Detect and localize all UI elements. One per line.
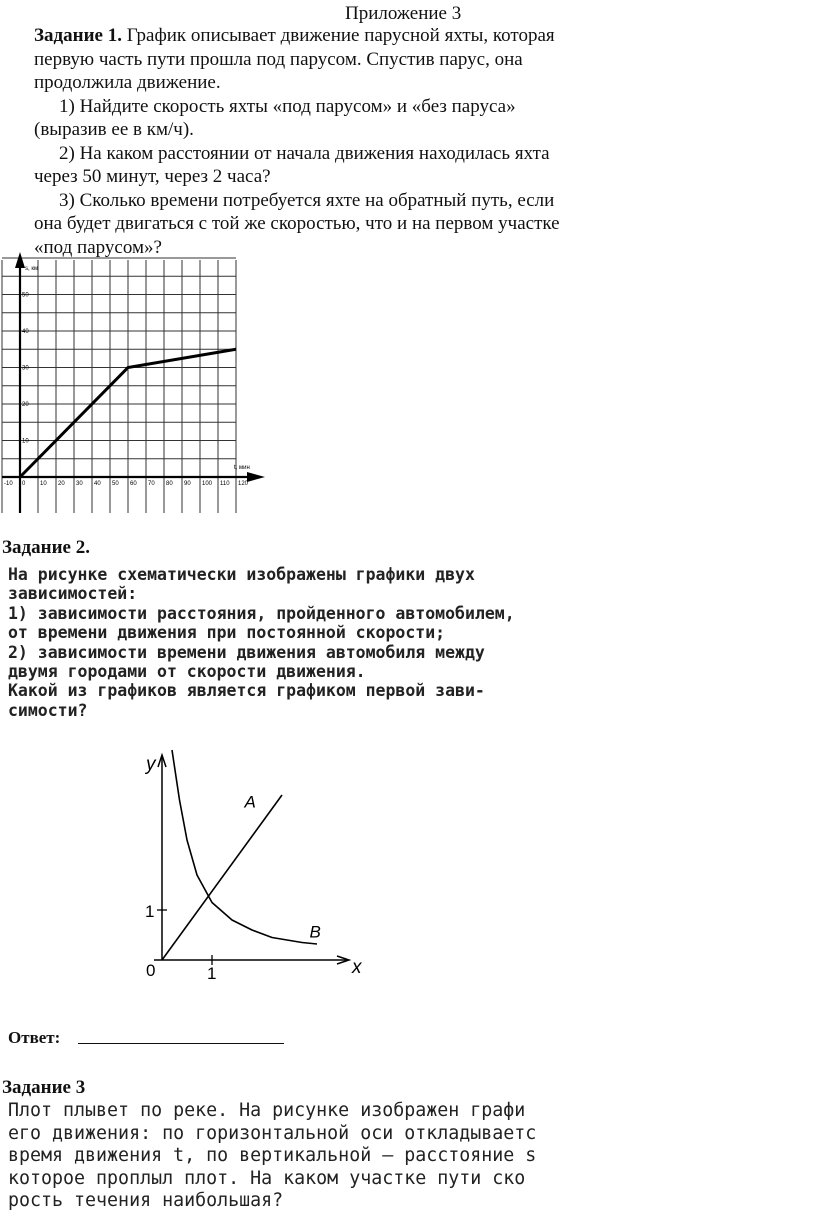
yacht-motion-chart	[0, 250, 270, 530]
schematic-graphs-chart	[120, 745, 380, 995]
task2-line: зависимостей:	[8, 584, 138, 604]
chart2-series	[162, 750, 317, 960]
answer-line[interactable]	[78, 1043, 284, 1044]
x-axis-label: t, мин	[234, 465, 250, 471]
task2-line: На рисунке схематически изображены графики двух	[8, 565, 475, 584]
y-axis-arrow	[15, 252, 25, 268]
x-tick-label: 1	[207, 964, 217, 983]
appendix-label: Приложение 3	[345, 3, 462, 24]
y-tick-label: 10	[22, 438, 29, 445]
y-tick-label: 40	[22, 329, 29, 335]
x-tick-label: 110	[220, 481, 230, 487]
task1-intro: График описывает движение парусной яхты, которая первую часть пути прошла под парусом. Спустив парус, она продолжила движение.	[34, 25, 555, 93]
x-tick-label: 30	[76, 481, 83, 487]
x-tick-label: -10	[4, 481, 13, 487]
task2-line: симости?	[8, 700, 88, 720]
task2-line: 2) зависимости времени движения автомобиля между	[8, 642, 485, 662]
x-tick-label: 50	[112, 481, 119, 487]
task1-question-2: 2) На каком расстоянии от начала движения находилась яхта через 50 минут, через 2 часа?	[34, 142, 550, 187]
task3-line: его движения: по горизонтальной оси откладываетс	[8, 1122, 537, 1144]
chart1-grid	[2, 258, 236, 513]
origin-label: 0	[146, 961, 156, 980]
x-tick-label: 40	[94, 481, 101, 487]
x-tick-label: 60	[130, 481, 137, 487]
task2-text	[8, 565, 548, 720]
task3-text	[8, 1100, 648, 1213]
y-tick-label: 1	[145, 902, 155, 921]
y-tick-label: 50	[22, 292, 29, 299]
task2-line: Какой из графиков является графиком первой зави-	[8, 681, 485, 701]
answer-label: Ответ:	[8, 1028, 61, 1047]
x-axis-arrow	[247, 472, 265, 482]
task3-line: время движения t, по вертикальной — расстояние s	[8, 1145, 537, 1167]
task1-question-1: 1) Найдите скорость яхты «под парусом» и «без паруса» (выразив ее в км/ч).	[34, 95, 516, 140]
task1-question-3: 3) Сколько времени потребуется яхте на обратный путь, если она будет двигаться с той же скоростью, что и на первом участке «под парусом»?	[34, 189, 560, 258]
x-tick-label: 70	[148, 481, 155, 487]
chart1-axes	[2, 252, 265, 513]
x-axis-label: x	[352, 957, 362, 978]
task2-line: 1) зависимости расстояния, пройденного автомобилем,	[8, 603, 515, 623]
y-axis-label: s, км	[25, 266, 39, 272]
x-tick-label: 120	[238, 481, 249, 487]
task1-block	[34, 24, 584, 259]
y-tick-label: 30	[22, 365, 29, 372]
series-b-label: B	[309, 922, 321, 942]
task3-line: рость течения наибольшая?	[8, 1190, 284, 1212]
task2-line: от времени движения при постоянной скорости;	[8, 623, 446, 643]
task3-line: которое проплыл плот. На каком участке пути ско	[8, 1167, 526, 1189]
x-tick-label: 0	[22, 481, 26, 487]
task3-heading: Задание 3	[2, 1077, 86, 1098]
y-axis-label: y	[146, 754, 156, 775]
task3-line: Плот плывет по реке. На рисунке изображен графи	[8, 1100, 526, 1121]
x-tick-label: 90	[184, 481, 191, 487]
x-tick-label: 80	[166, 481, 173, 487]
y-tick-label: 20	[22, 402, 29, 408]
task1-heading: Задание 1.	[34, 25, 122, 46]
x-tick-label: 100	[202, 481, 213, 487]
chart2-labels	[144, 754, 363, 983]
x-tick-label: 10	[40, 481, 47, 487]
series-a-label: A	[244, 792, 256, 812]
task2-line: двумя городами от скорости движения.	[8, 662, 366, 682]
task2-heading: Задание 2.	[2, 537, 90, 558]
x-tick-label: 20	[58, 481, 65, 487]
